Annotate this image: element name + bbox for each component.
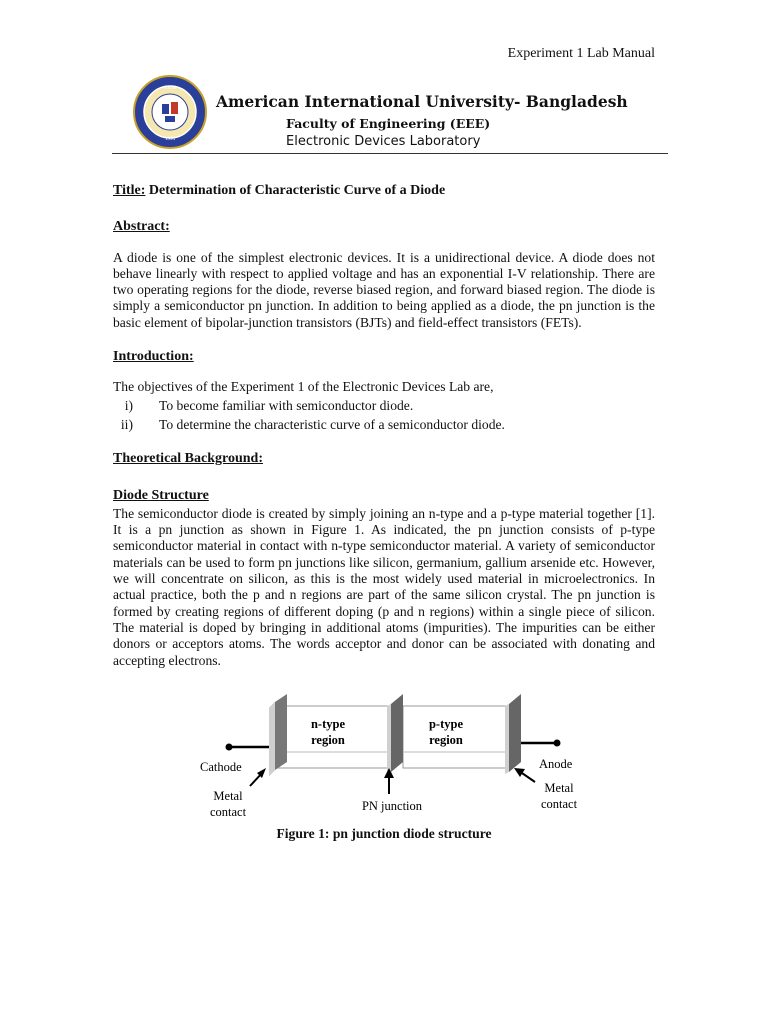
- title-label: Title:: [113, 183, 146, 198]
- metal-contact-left: Metal: [213, 789, 243, 803]
- faculty-name: Faculty of Engineering (EEE): [286, 116, 491, 131]
- junction-plate: [391, 694, 403, 772]
- university-logo: [132, 74, 208, 150]
- right-metal-plate: [509, 694, 521, 772]
- cathode-terminal: [226, 744, 233, 751]
- n-region-label-2: region: [311, 733, 345, 747]
- introduction-paragraph: The objectives of the Experiment 1 of the Electronic Devices Lab are,: [113, 379, 494, 395]
- header-divider: [112, 153, 668, 154]
- n-region-label: n-type: [310, 717, 346, 731]
- pn-junction-label: PN junction: [361, 799, 423, 813]
- abstract-heading: Abstract:: [113, 219, 170, 235]
- pn-junction-figure: [195, 690, 585, 820]
- lab-name: Electronic Devices Laboratory: [286, 134, 481, 149]
- background-heading: Theoretical Background:: [113, 451, 263, 467]
- anode-label: Anode: [539, 757, 573, 771]
- introduction-heading: Introduction:: [113, 349, 194, 365]
- svg-text:AIUB: AIUB: [163, 86, 177, 91]
- p-region-label-2: region: [429, 733, 463, 747]
- figure-caption: Figure 1: pn junction diode structure: [276, 826, 492, 841]
- metal-contact-left-2: contact: [209, 805, 247, 819]
- p-region-label: p-type: [428, 717, 464, 731]
- manual-label: Experiment 1 Lab Manual: [507, 46, 655, 61]
- svg-text:1994: 1994: [165, 137, 175, 142]
- objectives-list: [113, 398, 655, 434]
- metal-contact-right-2: contact: [540, 797, 578, 811]
- cathode-label: Cathode: [200, 760, 242, 774]
- document-title: [113, 183, 655, 199]
- structure-paragraph: The semiconductor diode is created by simply joining an n-type and a p-type material together [1]. It is a pn junction as shown in Figure 1. As indicated, the pn junction consists of p-type semiconductor material in contact with n-type semiconductor material. A variety of semiconductor materials can be used to form pn junctions like silicon, germanium, gallium arsenide etc. However, we will concentrate on silicon, as this is the most widely used material in microelectronics. In actual practice, both the p and n regions are part of the same silicon crystal. The pn junction is formed by creating regions of different doping (p and n regions) within a single piece of silicon. The material is doped by bringing in additional atoms (impurities). The impurities can be either donors or acceptors atoms. The words acceptor and donor can be associated with donating and accepting electrons.: [113, 505, 655, 668]
- list-item: i) To become familiar with semiconductor diode.: [124, 397, 414, 413]
- metal-contact-right: Metal: [544, 781, 574, 795]
- university-name: American International University- Bangladesh: [216, 92, 628, 111]
- title-text: Determination of Characteristic Curve of a Diode: [145, 183, 446, 198]
- list-item: ii) To determine the characteristic curve of a semiconductor diode.: [120, 416, 505, 432]
- anode-terminal: [554, 740, 561, 747]
- structure-heading: Diode Structure: [113, 487, 209, 503]
- document-body: [113, 183, 655, 669]
- abstract-paragraph: A diode is one of the simplest electronic devices. It is a unidirectional device. A diode does not behave linearly with respect to applied voltage and has an exponential I-V relationship. There are two operating regions for the diode, reverse biased region, and forward biased region. The diode is simply a semiconductor pn junction. In addition to being applied as a diode, the pn junction is the basic element of bipolar-junction transistors (BJTs) and field-effect transistors (FETs).: [113, 249, 655, 330]
